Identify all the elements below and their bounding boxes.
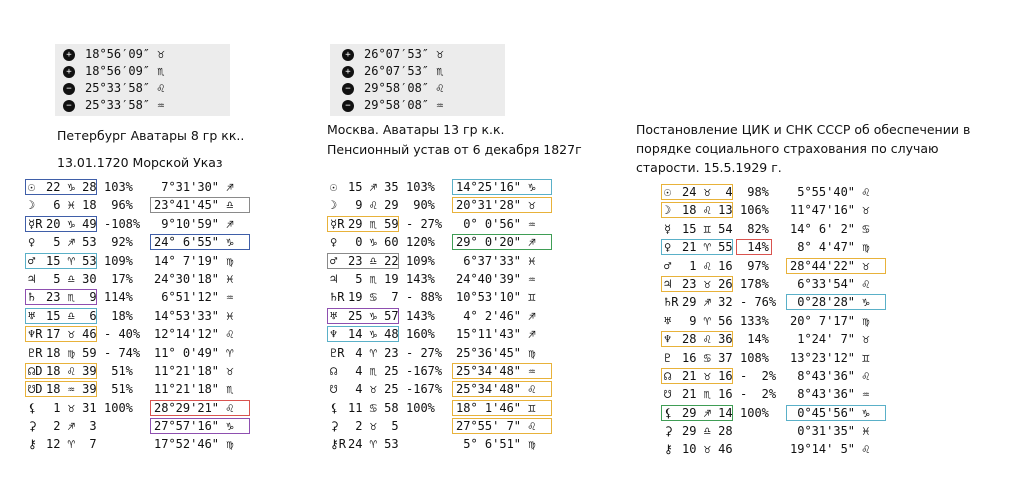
planet-glyph: ♄ — [28, 290, 36, 305]
panel2-caption-title: Москва. Аватары 13 гр к.к. — [327, 122, 505, 137]
planet-row — [664, 275, 964, 293]
zodiac-position: 4 ♈ 23 — [348, 345, 399, 360]
zodiac-position: 29 ♏ 59 — [348, 216, 399, 231]
longitude-highlight-box — [786, 405, 886, 421]
zodiac-position: 4 ♏ 25 — [348, 363, 399, 378]
strength-percent: - 27% — [406, 216, 443, 231]
zodiac-position: 22 ♑ 28 — [46, 180, 97, 194]
zodiac-position: 2 ♉ 5 — [348, 419, 399, 434]
zodiac-position: 14 ♑ 48 — [348, 327, 399, 342]
planet-glyph: ♀ — [28, 235, 36, 250]
strength-percent: 100% — [406, 400, 435, 415]
longitude-value: 14° 7'19" ♍ — [154, 253, 234, 268]
strength-percent: 103% — [104, 180, 133, 194]
planet-glyph: ♂ — [28, 253, 36, 268]
zodiac-position: 15 ♊ 54 — [682, 221, 733, 236]
sign-glyph: ♏ — [436, 64, 444, 78]
zodiac-position: 19 ♋ 7 — [348, 290, 399, 305]
planet-row — [664, 183, 964, 201]
longitude-value: 17°52'46" ♍ — [154, 437, 234, 452]
strength-percent: - 40% — [104, 327, 141, 342]
longitude-value: 14° 6' 2" ♋ — [790, 221, 870, 236]
zodiac-position: 12 ♈ 7 — [46, 437, 97, 452]
header-value: 18°56′09″ — [85, 47, 151, 61]
longitude-value: 20° 7'17" ♍ — [790, 313, 870, 328]
strength-percent: 14% — [740, 332, 769, 347]
planet-glyph: ♇R — [28, 345, 43, 360]
longitude-highlight-box — [452, 234, 552, 250]
longitude-value: 8°43'36" ♌ — [790, 368, 870, 383]
longitude-value: 27°57'16" ♑ — [154, 419, 234, 434]
planet-row — [330, 196, 630, 214]
position-highlight-box — [327, 253, 399, 269]
strength-percent: 97% — [740, 258, 769, 273]
planet-glyph: ☽ — [28, 198, 36, 213]
planet-glyph: ☽ — [664, 203, 672, 218]
planet-glyph: ♀ — [330, 235, 338, 250]
strength-percent: - 76% — [740, 295, 777, 310]
strength-percent: 120% — [406, 235, 435, 250]
planet-row — [28, 233, 318, 251]
position-highlight-box — [327, 326, 399, 342]
header-row — [330, 97, 505, 114]
strength-percent: - 74% — [104, 345, 141, 360]
sign-glyph: ♏ — [157, 64, 165, 78]
position-highlight-box — [661, 276, 733, 292]
position-highlight-box — [661, 405, 733, 421]
header-row — [55, 97, 230, 114]
planet-glyph: ♄R — [330, 290, 345, 305]
zodiac-position: 28 ♌ 36 — [682, 332, 733, 347]
strength-percent: 90% — [406, 198, 435, 213]
zodiac-position: 20 ♑ 49 — [46, 216, 97, 231]
zodiac-position: 0 ♑ 60 — [348, 235, 399, 250]
planet-row — [28, 307, 318, 325]
planet-row — [664, 220, 964, 238]
zodiac-position: 1 ♌ 16 — [682, 258, 733, 273]
strength-percent: -167% — [406, 363, 443, 378]
zodiac-position: 21 ♉ 16 — [682, 368, 733, 383]
zodiac-position: 24 ♈ 53 — [348, 437, 399, 452]
panel1-table — [28, 178, 318, 454]
longitude-value: 4° 2'46" ♐ — [456, 308, 536, 323]
longitude-value: 28°44'22" ♉ — [790, 258, 870, 273]
longitude-highlight-box — [452, 363, 552, 379]
position-highlight-box — [25, 289, 97, 305]
position-highlight-box — [327, 216, 399, 232]
zodiac-position: 15 ♎ 6 — [46, 308, 97, 323]
planet-row — [330, 380, 630, 398]
planet-row — [28, 362, 318, 380]
longitude-value: 20°31'28" ♉ — [456, 198, 536, 213]
strength-percent: 96% — [104, 198, 133, 213]
strength-percent: 14% — [740, 240, 769, 255]
planet-row — [28, 435, 318, 453]
planet-row — [330, 252, 630, 270]
zodiac-position: 2 ♐ 3 — [46, 419, 97, 434]
planet-row — [28, 288, 318, 306]
zodiac-position: 23 ♉ 26 — [682, 276, 733, 291]
planet-row — [330, 233, 630, 251]
zodiac-position: 18 ♒ 39 — [46, 382, 97, 397]
planet-row — [664, 440, 964, 458]
longitude-value: 11°21'18" ♏ — [154, 382, 234, 397]
planet-glyph: ☋D — [28, 382, 43, 397]
sign-glyph: ♉ — [436, 47, 444, 61]
position-highlight-box — [25, 216, 97, 232]
zodiac-position: 23 ♏ 9 — [46, 290, 97, 305]
planet-glyph: ⚳ — [664, 424, 673, 439]
planet-row — [664, 257, 964, 275]
planet-glyph: ♆ — [330, 327, 338, 342]
zodiac-position: 4 ♉ 25 — [348, 382, 399, 397]
planet-row — [330, 178, 630, 196]
strength-percent: 100% — [104, 400, 133, 415]
panel1-caption-title: Петербург Аватары 8 гр кк.. — [57, 128, 245, 143]
longitude-highlight-box — [452, 400, 552, 416]
header-row — [330, 80, 505, 97]
longitude-value: 15°11'43" ♐ — [456, 327, 536, 342]
strength-percent: 51% — [104, 382, 133, 397]
planet-row — [664, 293, 964, 311]
longitude-value: 7°31'30" ♐ — [154, 180, 234, 194]
strength-percent: 160% — [406, 327, 435, 342]
zodiac-position: 6 ♓ 18 — [46, 198, 97, 213]
zodiac-position: 10 ♉ 46 — [682, 442, 733, 457]
planet-glyph: ☉ — [28, 180, 36, 194]
longitude-value: 11° 0'49" ♈ — [154, 345, 234, 360]
strength-percent: 51% — [104, 363, 133, 378]
longitude-value: 5° 6'51" ♍ — [456, 437, 536, 452]
planet-glyph: ♆ — [664, 332, 672, 347]
planet-row — [28, 417, 318, 435]
strength-percent: - 2% — [740, 368, 777, 383]
longitude-highlight-box — [150, 400, 250, 416]
longitude-value: 6°33'54" ♌ — [790, 276, 870, 291]
strength-percent: 109% — [104, 253, 133, 268]
planet-glyph: ♄R — [664, 295, 679, 310]
header-row — [55, 63, 230, 80]
strength-percent: - 2% — [740, 387, 777, 402]
zodiac-position: 23 ♎ 22 — [348, 253, 399, 268]
planet-glyph: ♇ — [664, 350, 672, 365]
planet-glyph: ⚳ — [330, 419, 339, 434]
planet-glyph: ☊ — [664, 368, 672, 383]
planet-row — [664, 367, 964, 385]
zodiac-position: 5 ♏ 19 — [348, 271, 399, 286]
header-value: 18°56′09″ — [85, 64, 151, 78]
position-highlight-box — [661, 239, 733, 255]
sign-glyph: ♉ — [157, 47, 165, 61]
planet-row — [330, 344, 630, 362]
longitude-value: 9°10'59" ♐ — [154, 216, 234, 231]
planet-glyph: ⚸ — [330, 400, 339, 415]
zodiac-position: 29 ♐ 32 — [682, 295, 733, 310]
planet-row — [664, 385, 964, 403]
minus-circle-icon: − — [342, 83, 354, 95]
header-value: 29°58′08″ — [364, 98, 430, 112]
longitude-value: 0°45'56" ♑ — [790, 405, 870, 420]
header-value: 25°33′58″ — [85, 98, 151, 112]
longitude-value: 25°36'45" ♍ — [456, 345, 536, 360]
strength-percent: 109% — [406, 253, 435, 268]
position-highlight-box — [25, 308, 97, 324]
zodiac-position: 16 ♋ 37 — [682, 350, 733, 365]
planet-glyph: ☿ — [664, 221, 672, 236]
panel2-header — [330, 44, 505, 116]
planet-glyph: ☉ — [664, 185, 672, 199]
longitude-value: 11°47'16" ♉ — [790, 203, 870, 218]
strength-percent: - 27% — [406, 345, 443, 360]
strength-percent: 92% — [104, 235, 133, 250]
sign-glyph: ♌ — [157, 81, 165, 95]
longitude-value: 14°25'16" ♑ — [456, 180, 536, 194]
longitude-value: 12°14'12" ♌ — [154, 327, 234, 342]
header-row — [330, 63, 505, 80]
planet-glyph: ♇R — [330, 345, 345, 360]
longitude-value: 24°30'18" ♓ — [154, 271, 234, 286]
planet-glyph: ☿R — [28, 216, 43, 231]
longitude-value: 8°43'36" ♒ — [790, 387, 870, 402]
position-highlight-box — [661, 184, 733, 200]
header-row — [330, 44, 505, 63]
plus-circle-icon: + — [342, 66, 354, 78]
planet-glyph: ☊ — [330, 363, 338, 378]
planet-row — [664, 422, 964, 440]
planet-glyph: ⚷ — [28, 437, 37, 452]
longitude-value: 24°40'39" ♒ — [456, 271, 536, 286]
panel1-header — [55, 44, 230, 116]
planet-glyph: ♅ — [664, 313, 672, 328]
header-row — [55, 44, 230, 63]
position-highlight-box — [25, 253, 97, 269]
planet-row — [28, 178, 318, 196]
header-row — [55, 80, 230, 97]
longitude-value: 24° 6'55" ♑ — [154, 235, 234, 250]
strength-percent: 178% — [740, 276, 769, 291]
sign-glyph: ♌ — [436, 81, 444, 95]
longitude-highlight-box — [150, 197, 250, 213]
position-highlight-box — [25, 363, 97, 379]
header-value: 26°07′53″ — [364, 64, 430, 78]
zodiac-position: 5 ♐ 53 — [46, 235, 97, 250]
planet-glyph: ♃ — [664, 276, 672, 291]
planet-glyph: ☿R — [330, 216, 345, 231]
position-highlight-box — [661, 202, 733, 218]
strength-percent: 18% — [104, 308, 133, 323]
planet-row — [28, 325, 318, 343]
planet-row — [664, 312, 964, 330]
longitude-value: 6°37'33" ♓ — [456, 253, 536, 268]
planet-row — [664, 201, 964, 219]
strength-percent: -167% — [406, 382, 443, 397]
zodiac-position: 9 ♌ 29 — [348, 198, 399, 213]
zodiac-position: 5 ♎ 30 — [46, 271, 97, 286]
longitude-value: 6°51'12" ♒ — [154, 290, 234, 305]
longitude-value: 11°21'18" ♉ — [154, 363, 234, 378]
position-highlight-box — [25, 381, 97, 397]
planet-glyph: ♂ — [330, 253, 338, 268]
planet-row — [664, 349, 964, 367]
longitude-value: 14°53'33" ♓ — [154, 308, 234, 323]
minus-circle-icon: − — [342, 100, 354, 112]
planet-glyph: ♃ — [330, 271, 338, 286]
strength-percent: 82% — [740, 221, 769, 236]
plus-circle-icon: + — [63, 66, 75, 78]
planet-glyph: ⚷ — [664, 442, 673, 457]
planet-row — [330, 215, 630, 233]
strength-percent: 133% — [740, 313, 769, 328]
longitude-highlight-box — [786, 258, 886, 274]
strength-percent: 100% — [740, 405, 769, 420]
planet-row — [330, 270, 630, 288]
zodiac-position: 21 ♏ 16 — [682, 387, 733, 402]
minus-circle-icon: − — [63, 100, 75, 112]
longitude-highlight-box — [452, 179, 552, 195]
position-highlight-box — [25, 179, 97, 195]
zodiac-position: 18 ♌ 39 — [46, 363, 97, 378]
panel3-table — [664, 183, 964, 459]
longitude-value: 18° 1'46" ♊ — [456, 400, 536, 415]
panel2-caption-subtitle: Пенсионный устав от 6 декабря 1827г — [327, 142, 582, 157]
zodiac-position: 11 ♋ 58 — [348, 400, 399, 415]
planet-row — [28, 270, 318, 288]
longitude-value: 0° 0'56" ♒ — [456, 216, 536, 231]
panel1-caption-date: 13.01.1720 Морской Указ — [57, 155, 223, 170]
strength-percent: -108% — [104, 216, 141, 231]
plus-circle-icon: + — [63, 49, 75, 61]
longitude-value: 13°23'12" ♊ — [790, 350, 870, 365]
planet-glyph: ♀ — [664, 240, 672, 255]
planet-glyph: ☉ — [330, 180, 338, 194]
planet-row — [28, 252, 318, 270]
position-highlight-box — [327, 308, 399, 324]
minus-circle-icon: − — [63, 83, 75, 95]
header-value: 26°07′53″ — [364, 47, 430, 61]
longitude-value: 5°55'40" ♌ — [790, 185, 870, 199]
longitude-highlight-box — [452, 381, 552, 397]
planet-glyph: ♆R — [28, 327, 43, 342]
planet-glyph: ⚸ — [664, 405, 673, 420]
planet-row — [330, 435, 630, 453]
panel2-table — [330, 178, 630, 454]
planet-row — [664, 330, 964, 348]
sign-glyph: ♒ — [436, 98, 444, 112]
longitude-value: 1°24' 7" ♉ — [790, 332, 870, 347]
planet-row — [28, 399, 318, 417]
planet-row — [330, 362, 630, 380]
strength-percent: - 88% — [406, 290, 443, 305]
longitude-value: 28°29'21" ♌ — [154, 400, 234, 415]
strength-percent: 114% — [104, 290, 133, 305]
longitude-value: 10°53'10" ♊ — [456, 290, 536, 305]
percent-highlight-box — [736, 239, 772, 255]
longitude-value: 0°31'35" ♓ — [790, 424, 870, 439]
strength-percent: 17% — [104, 271, 133, 286]
planet-row — [664, 404, 964, 422]
zodiac-position: 15 ♐ 35 — [348, 180, 399, 194]
zodiac-position: 17 ♉ 46 — [46, 327, 97, 342]
zodiac-position: 29 ♎ 28 — [682, 424, 733, 439]
longitude-value: 29° 0'20" ♐ — [456, 235, 536, 250]
planet-row — [28, 344, 318, 362]
zodiac-position: 18 ♍ 59 — [46, 345, 97, 360]
planet-glyph: ⚷R — [330, 437, 347, 452]
zodiac-position: 29 ♐ 14 — [682, 405, 733, 420]
longitude-highlight-box — [786, 294, 886, 310]
planet-glyph: ♅ — [28, 308, 36, 323]
planet-row — [330, 307, 630, 325]
planet-glyph: ⚸ — [28, 400, 37, 415]
longitude-value: 25°34'48" ♌ — [456, 382, 536, 397]
planet-glyph: ♂ — [664, 258, 672, 273]
planet-glyph: ☋ — [664, 387, 672, 402]
longitude-highlight-box — [452, 418, 552, 434]
planet-row — [330, 325, 630, 343]
strength-percent: 108% — [740, 350, 769, 365]
strength-percent: 98% — [740, 185, 769, 199]
longitude-value: 23°41'45" ♎ — [154, 198, 234, 213]
planet-row — [28, 215, 318, 233]
zodiac-position: 25 ♑ 57 — [348, 308, 399, 323]
longitude-value: 0°28'28" ♑ — [790, 295, 870, 310]
position-highlight-box — [661, 368, 733, 384]
zodiac-position: 9 ♈ 56 — [682, 313, 733, 328]
longitude-highlight-box — [150, 234, 250, 250]
planet-glyph: ♅ — [330, 308, 338, 323]
planet-row — [664, 238, 964, 256]
zodiac-position: 24 ♉ 4 — [682, 185, 733, 199]
panel3-caption-line2: порядке социального страхования по случаю — [636, 141, 939, 156]
planet-row — [330, 399, 630, 417]
planet-row — [28, 380, 318, 398]
strength-percent: 143% — [406, 308, 435, 323]
planet-glyph: ♃ — [28, 271, 36, 286]
panel3-caption-line3: старости. 15.5.1929 г. — [636, 160, 782, 175]
plus-circle-icon: + — [342, 49, 354, 61]
strength-percent: 106% — [740, 203, 769, 218]
zodiac-position: 15 ♈ 53 — [46, 253, 97, 268]
header-value: 29°58′08″ — [364, 81, 430, 95]
header-value: 25°33′58″ — [85, 81, 151, 95]
position-highlight-box — [25, 326, 97, 342]
longitude-value: 27°55' 7" ♌ — [456, 419, 536, 434]
sign-glyph: ♒ — [157, 98, 165, 112]
planet-glyph: ☊D — [28, 363, 43, 378]
zodiac-position: 1 ♉ 31 — [46, 400, 97, 415]
strength-percent: 143% — [406, 271, 435, 286]
zodiac-position: 18 ♌ 13 — [682, 203, 733, 218]
longitude-highlight-box — [452, 197, 552, 213]
longitude-value: 8° 4'47" ♍ — [790, 240, 870, 255]
planet-glyph: ☽ — [330, 198, 338, 213]
planet-row — [330, 417, 630, 435]
position-highlight-box — [661, 331, 733, 347]
planet-row — [28, 196, 318, 214]
longitude-value: 19°14' 5" ♌ — [790, 442, 870, 457]
zodiac-position: 21 ♈ 55 — [682, 240, 733, 255]
longitude-value: 25°34'48" ♒ — [456, 363, 536, 378]
panel3-caption-line1: Постановление ЦИК и СНК СССР об обеспечении в — [636, 122, 971, 137]
planet-glyph: ☋ — [330, 382, 338, 397]
planet-glyph: ⚳ — [28, 419, 37, 434]
longitude-highlight-box — [150, 418, 250, 434]
planet-row — [330, 288, 630, 306]
strength-percent: 103% — [406, 180, 435, 194]
